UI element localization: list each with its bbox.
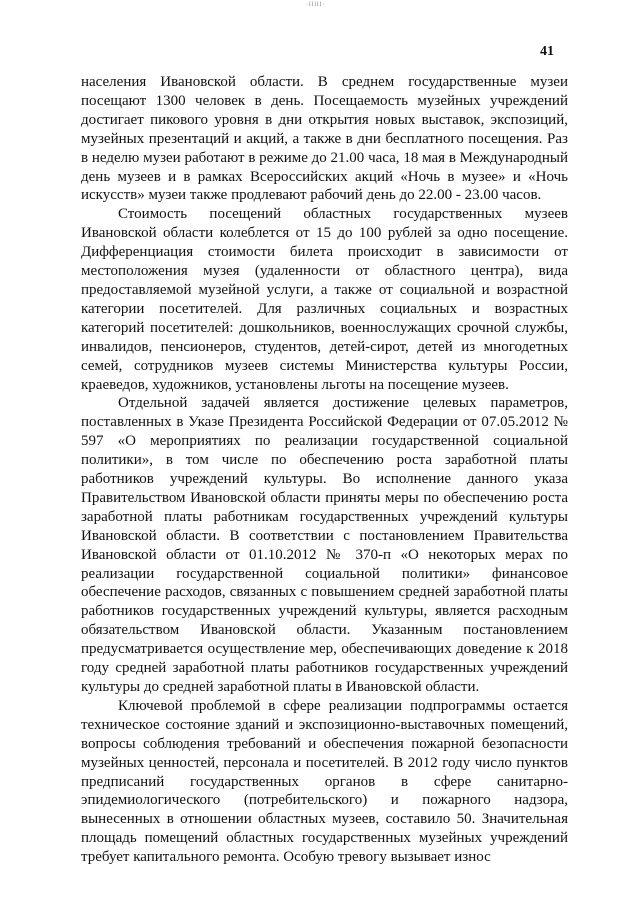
- paragraph-salary-decree: Отдельной задачей является достижение целевых параметров, поставленных в Указе Президента Российской Федерации от 07.05.2012 № 597 «О мероприятиях по реализации государственной социальной политики», в том числе по обеспечению роста заработной платы работников учреждений культуры. Во исполнение данного указа Правительством Ивановской области приняты меры по обеспечению роста заработной платы работникам государственных учреждений культуры Ивановской области. В соответствии с постановлением Правительства Ивановской области от 01.10.2012 № 370-п «О некоторых мерах по реализации государственной социальной политики» финансовое обеспечение расходов, связанных с повышением средней заработной платы работников государственных учреждений культуры, является расходным обязательством Ивановской области. Указанным постановлением предусматривается осуществление мер, обеспечивающих доведение к 2018 году средней заработной платы работников государственных учреждений культуры до средней заработной платы в Ивановской области.: [81, 395, 568, 695]
- paragraph-key-problem: Ключевой проблемой в сфере реализации подпрограммы остается техническое состояние зданий и экспозиционно-выставочных помещений, вопросы соблюдения требований и обеспечения пожарной безопасности музейных ценностей, персонала и посетителей. В 2012 году число пунктов предписаний государственных органов в сфере санитарно-эпидемиологического (потребительского) и пожарного надзора, вынесенных в отношении областных музеев, составило 50. Значительная площадь помещений областных государственных музейных учреждений требует капитального ремонта. Особую тревогу вызывает износ: [81, 697, 568, 866]
- page-number: 41: [540, 44, 554, 59]
- paragraph-continuation: населения Ивановской области. В среднем государственные музеи посещают 1300 человек в день. Посещаемость музейных учреждений достигает пикового уровня в дни открытия новых выставок, экспозиций, музейных презентаций и акций, а также в дни бесплатного посещения. Раз в неделю музеи работают в режиме до 21.00 часа, 18 мая в Международный день музеев и в рамках Всероссийских акций «Ночь в музее» и «Ночь искусств» музеи также продлевают рабочий день до 22.00 - 23.00 часов.: [81, 74, 568, 204]
- paragraph-ticket-prices: Стоимость посещений областных государственных музеев Ивановской области колеблется от 15 до 100 рублей за одно посещение. Дифференциация стоимости билета происходит в зависимости от местоположения музея (удаленности от областного центра), вида предоставляемой музейной услуги, а также от социальной и возрастной категории посетителей. Для различных социальных и возрастных категорий посетителей: дошкольников, военнослужащих срочной службы, инвалидов, пенсионеров, студентов, детей-сирот, детей из многодетных семей, сотрудников музеев системы Министерства культуры России, краеведов, художников, установлены льготы на посещение музеев.: [81, 206, 568, 393]
- body-text: [81, 73, 568, 867]
- scan-mark: ·lllll·: [306, 2, 326, 8]
